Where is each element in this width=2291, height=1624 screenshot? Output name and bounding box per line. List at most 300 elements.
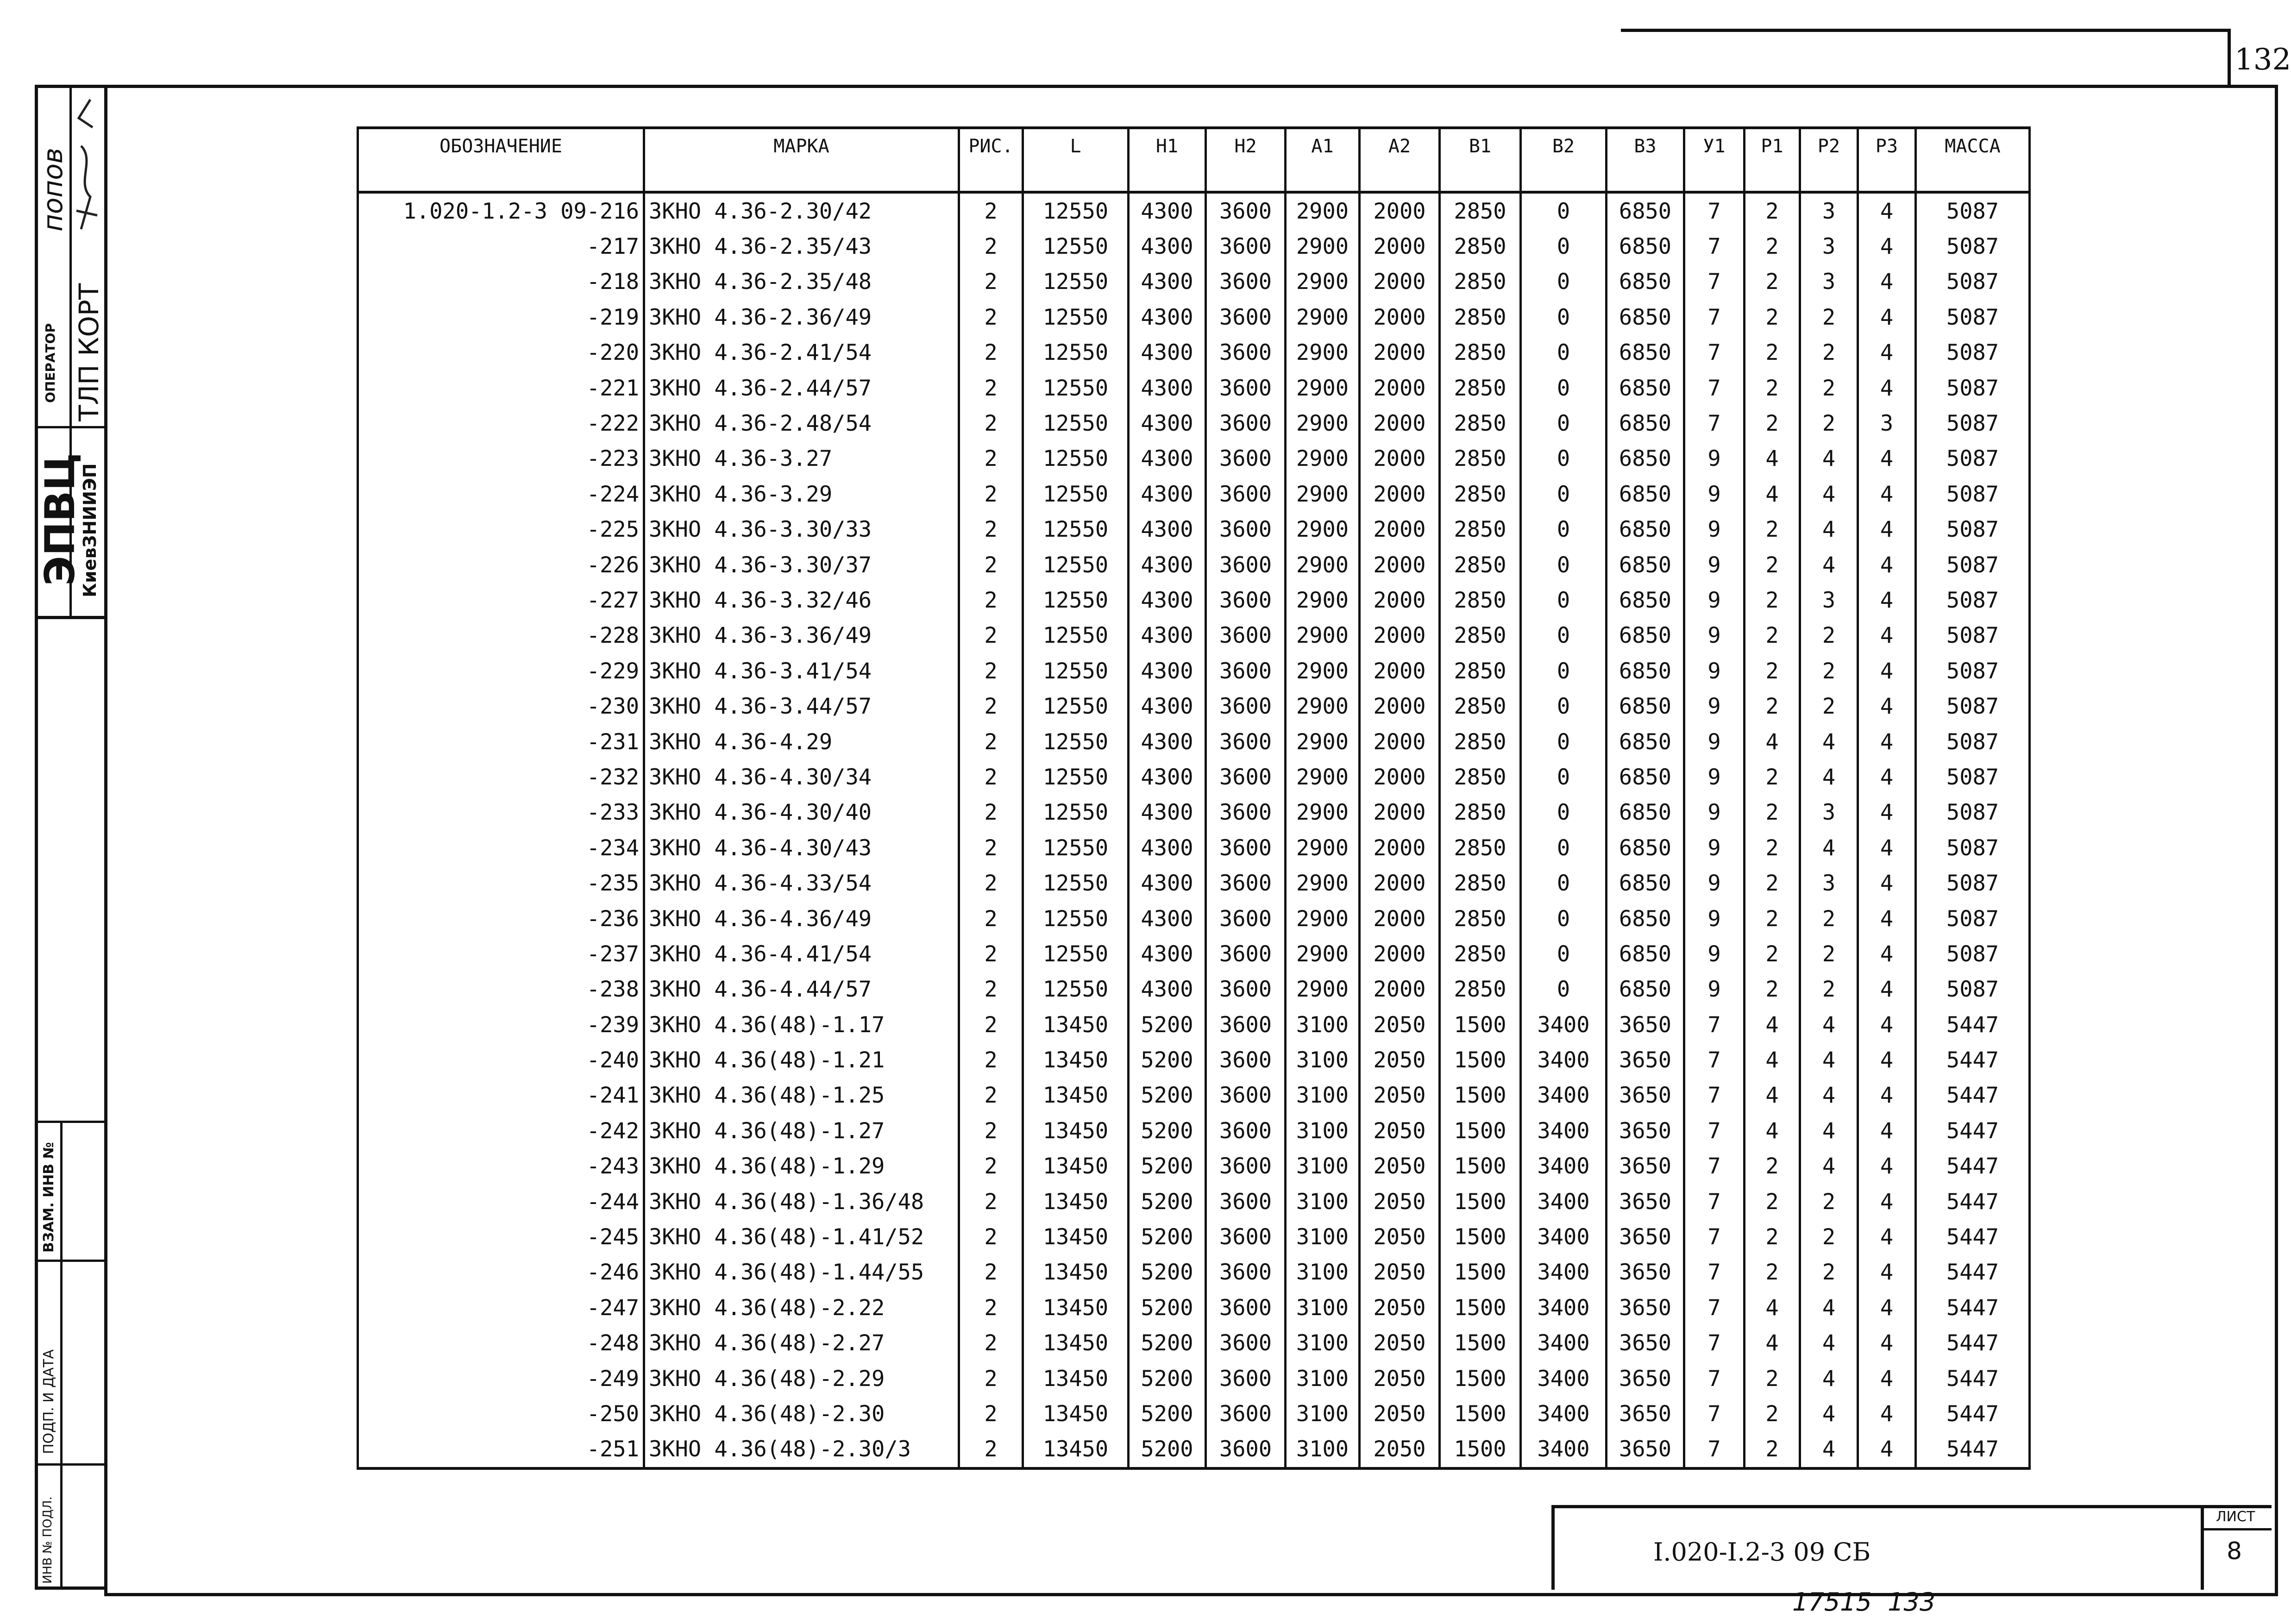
cell-l: 12550 — [1023, 192, 1129, 229]
cell-ris: 2 — [959, 370, 1023, 406]
cell-marka: ЗКНО 4.36(48)-2.30 — [644, 1396, 959, 1431]
cell-p1: 2 — [1745, 689, 1800, 724]
cell-p1: 2 — [1745, 547, 1800, 583]
cell-p3: 4 — [1858, 795, 1916, 830]
cell-b3: 3650 — [1607, 1078, 1684, 1113]
cell-marka: ЗКНО 4.36(48)-2.27 — [644, 1326, 959, 1361]
cell-h2: 3600 — [1206, 583, 1286, 618]
cell-a2: 2050 — [1360, 1326, 1440, 1361]
cell-massa: 5447 — [1916, 1184, 2030, 1219]
cell-l: 12550 — [1023, 830, 1129, 865]
header-p1: P1 — [1745, 128, 1800, 192]
cell-p3: 4 — [1858, 759, 1916, 795]
cell-marka: ЗКНО 4.36-2.30/42 — [644, 192, 959, 229]
table-row — [358, 192, 2030, 229]
cell-p1: 2 — [1745, 830, 1800, 865]
stamp-hline-2 — [35, 616, 104, 619]
cell-u1: 9 — [1684, 512, 1745, 547]
cell-p2: 4 — [1800, 512, 1858, 547]
cell-h1: 4300 — [1129, 936, 1206, 972]
cell-p2: 4 — [1800, 724, 1858, 759]
cell-p2: 2 — [1800, 972, 1858, 1007]
cell-u1: 7 — [1684, 1219, 1745, 1254]
cell-ris: 2 — [959, 1113, 1023, 1148]
cell-p1: 2 — [1745, 759, 1800, 795]
cell-oboznachenie: -233 — [358, 795, 644, 830]
cell-p2: 4 — [1800, 759, 1858, 795]
cell-a2: 2000 — [1360, 547, 1440, 583]
cell-p1: 2 — [1745, 1255, 1800, 1290]
cell-u1: 9 — [1684, 865, 1745, 901]
cell-marka: ЗКНО 4.36-3.44/57 — [644, 689, 959, 724]
cell-oboznachenie: -246 — [358, 1255, 644, 1290]
cell-massa: 5087 — [1916, 724, 2030, 759]
cell-marka: ЗКНО 4.36-4.30/43 — [644, 830, 959, 865]
cell-a2: 2000 — [1360, 264, 1440, 300]
cell-b2: 3400 — [1521, 1078, 1607, 1113]
cell-p3: 4 — [1858, 441, 1916, 477]
cell-massa: 5087 — [1916, 583, 2030, 618]
cell-p2: 2 — [1800, 300, 1858, 335]
cell-ris: 2 — [959, 936, 1023, 972]
cell-oboznachenie: -248 — [358, 1326, 644, 1361]
cell-b1: 2850 — [1440, 972, 1521, 1007]
cell-a2: 2050 — [1360, 1432, 1440, 1468]
cell-massa: 5087 — [1916, 936, 2030, 972]
cell-oboznachenie: 1.020-1.2-3 09-216 — [358, 192, 644, 229]
cell-marka: ЗКНО 4.36(48)-1.36/48 — [644, 1184, 959, 1219]
cell-a2: 2000 — [1360, 370, 1440, 406]
cell-a2: 2050 — [1360, 1149, 1440, 1184]
cell-p2: 4 — [1800, 477, 1858, 512]
cell-a2: 2000 — [1360, 865, 1440, 901]
cell-a2: 2000 — [1360, 229, 1440, 264]
operator-name: попов — [37, 148, 69, 232]
table-row — [358, 1255, 2030, 1290]
cell-b2: 0 — [1521, 512, 1607, 547]
cell-l: 12550 — [1023, 865, 1129, 901]
cell-marka: ЗКНО 4.36(48)-1.27 — [644, 1113, 959, 1148]
cell-oboznachenie: -225 — [358, 512, 644, 547]
table-row — [358, 972, 2030, 1007]
cell-u1: 9 — [1684, 972, 1745, 1007]
cell-a1: 3100 — [1286, 1361, 1360, 1396]
cell-u1: 9 — [1684, 653, 1745, 689]
cell-b3: 6850 — [1607, 547, 1684, 583]
cell-massa: 5087 — [1916, 689, 2030, 724]
cell-p2: 3 — [1800, 865, 1858, 901]
cell-p3: 4 — [1858, 689, 1916, 724]
cell-p3: 4 — [1858, 1184, 1916, 1219]
table-row — [358, 724, 2030, 759]
cell-h2: 3600 — [1206, 300, 1286, 335]
cell-ris: 2 — [959, 618, 1023, 653]
cell-p3: 4 — [1858, 1396, 1916, 1431]
cell-l: 13450 — [1023, 1255, 1129, 1290]
cell-p1: 4 — [1745, 1113, 1800, 1148]
cell-p2: 2 — [1800, 406, 1858, 441]
cell-p2: 4 — [1800, 441, 1858, 477]
cell-b1: 2850 — [1440, 477, 1521, 512]
table-row — [358, 1149, 2030, 1184]
cell-ris: 2 — [959, 1149, 1023, 1184]
cell-p1: 2 — [1745, 300, 1800, 335]
cell-l: 12550 — [1023, 724, 1129, 759]
cell-p3: 4 — [1858, 724, 1916, 759]
cell-oboznachenie: -247 — [358, 1290, 644, 1325]
cell-h2: 3600 — [1206, 618, 1286, 653]
header-l: L — [1023, 128, 1129, 192]
cell-b3: 3650 — [1607, 1113, 1684, 1148]
cell-h1: 5200 — [1129, 1149, 1206, 1184]
cell-a1: 3100 — [1286, 1396, 1360, 1431]
cell-oboznachenie: -224 — [358, 477, 644, 512]
cell-h2: 3600 — [1206, 1042, 1286, 1078]
cell-p2: 4 — [1800, 1361, 1858, 1396]
cell-marka: ЗКНО 4.36-3.30/33 — [644, 512, 959, 547]
cell-a2: 2000 — [1360, 335, 1440, 370]
cell-a2: 2000 — [1360, 972, 1440, 1007]
cell-h1: 4300 — [1129, 512, 1206, 547]
cell-a1: 2900 — [1286, 865, 1360, 901]
cell-ris: 2 — [959, 229, 1023, 264]
cell-b3: 6850 — [1607, 618, 1684, 653]
cell-h1: 4300 — [1129, 830, 1206, 865]
cell-b3: 3650 — [1607, 1184, 1684, 1219]
cell-b3: 6850 — [1607, 724, 1684, 759]
cell-marka: ЗКНО 4.36-2.35/48 — [644, 264, 959, 300]
cell-oboznachenie: -244 — [358, 1184, 644, 1219]
table-row — [358, 1113, 2030, 1148]
header-a2: A2 — [1360, 128, 1440, 192]
cell-massa: 5087 — [1916, 335, 2030, 370]
cell-ris: 2 — [959, 724, 1023, 759]
cell-u1: 7 — [1684, 1361, 1745, 1396]
cell-marka: ЗКНО 4.36(48)-2.22 — [644, 1290, 959, 1325]
cell-l: 12550 — [1023, 618, 1129, 653]
cell-oboznachenie: -243 — [358, 1149, 644, 1184]
table-row — [358, 406, 2030, 441]
cell-a2: 2000 — [1360, 583, 1440, 618]
cell-a1: 3100 — [1286, 1007, 1360, 1042]
cell-b2: 0 — [1521, 583, 1607, 618]
cell-h1: 5200 — [1129, 1396, 1206, 1431]
cell-u1: 7 — [1684, 1290, 1745, 1325]
cell-h2: 3600 — [1206, 477, 1286, 512]
cell-marka: ЗКНО 4.36-4.33/54 — [644, 865, 959, 901]
specification-table — [357, 126, 2031, 1470]
cell-massa: 5447 — [1916, 1042, 2030, 1078]
cell-h2: 3600 — [1206, 972, 1286, 1007]
table-row — [358, 689, 2030, 724]
cell-oboznachenie: -217 — [358, 229, 644, 264]
cell-h1: 5200 — [1129, 1326, 1206, 1361]
stamp-hline-1 — [35, 426, 104, 428]
cell-u1: 7 — [1684, 1149, 1745, 1184]
cell-l: 13450 — [1023, 1149, 1129, 1184]
cell-a1: 2900 — [1286, 547, 1360, 583]
cell-p1: 2 — [1745, 406, 1800, 441]
cell-b2: 3400 — [1521, 1432, 1607, 1468]
cell-marka: ЗКНО 4.36-3.29 — [644, 477, 959, 512]
cell-h1: 4300 — [1129, 653, 1206, 689]
cell-p2: 4 — [1800, 1007, 1858, 1042]
cell-massa: 5087 — [1916, 477, 2030, 512]
cell-p3: 4 — [1858, 830, 1916, 865]
cell-a1: 3100 — [1286, 1149, 1360, 1184]
cell-marka: ЗКНО 4.36(48)-2.29 — [644, 1361, 959, 1396]
cell-ris: 2 — [959, 192, 1023, 229]
cell-h2: 3600 — [1206, 1184, 1286, 1219]
cell-oboznachenie: -231 — [358, 724, 644, 759]
cell-u1: 9 — [1684, 547, 1745, 583]
cell-p3: 4 — [1858, 1078, 1916, 1113]
cell-a2: 2000 — [1360, 936, 1440, 972]
cell-marka: ЗКНО 4.36-2.35/43 — [644, 229, 959, 264]
cell-p1: 2 — [1745, 512, 1800, 547]
cell-p2: 4 — [1800, 1432, 1858, 1468]
cell-h2: 3600 — [1206, 1113, 1286, 1148]
cell-h1: 4300 — [1129, 477, 1206, 512]
cell-massa: 5087 — [1916, 865, 2030, 901]
cell-h2: 3600 — [1206, 1396, 1286, 1431]
cell-l: 12550 — [1023, 335, 1129, 370]
cell-h2: 3600 — [1206, 724, 1286, 759]
cell-l: 13450 — [1023, 1184, 1129, 1219]
vzam-label: ВЗАМ. ИНВ № — [41, 1142, 57, 1253]
sheet-label: ЛИСТ — [2216, 1509, 2255, 1525]
cell-b1: 2850 — [1440, 795, 1521, 830]
cell-a2: 2000 — [1360, 689, 1440, 724]
cell-h2: 3600 — [1206, 512, 1286, 547]
cell-b2: 0 — [1521, 477, 1607, 512]
cell-ris: 2 — [959, 1042, 1023, 1078]
cell-u1: 7 — [1684, 1007, 1745, 1042]
cell-p3: 4 — [1858, 1149, 1916, 1184]
operator-label: ОПЕРАТОР — [43, 323, 58, 403]
cell-h1: 5200 — [1129, 1113, 1206, 1148]
cell-a2: 2050 — [1360, 1255, 1440, 1290]
cell-oboznachenie: -226 — [358, 547, 644, 583]
cell-b3: 6850 — [1607, 192, 1684, 229]
cell-b3: 6850 — [1607, 865, 1684, 901]
cell-b3: 6850 — [1607, 689, 1684, 724]
cell-p3: 4 — [1858, 618, 1916, 653]
cell-a2: 2000 — [1360, 724, 1440, 759]
cell-b1: 2850 — [1440, 406, 1521, 441]
cell-h1: 4300 — [1129, 583, 1206, 618]
cell-p1: 4 — [1745, 1007, 1800, 1042]
cell-h1: 4300 — [1129, 300, 1206, 335]
cell-p1: 2 — [1745, 901, 1800, 936]
cell-p3: 4 — [1858, 335, 1916, 370]
cell-u1: 7 — [1684, 1042, 1745, 1078]
org-sub: КиевЗНИИЭП — [80, 463, 100, 597]
table-row — [358, 618, 2030, 653]
cell-h2: 3600 — [1206, 1361, 1286, 1396]
cell-a1: 2900 — [1286, 901, 1360, 936]
cell-marka: ЗКНО 4.36-2.41/54 — [644, 335, 959, 370]
cell-l: 12550 — [1023, 936, 1129, 972]
cell-ris: 2 — [959, 1290, 1023, 1325]
cell-l: 12550 — [1023, 477, 1129, 512]
table-header-row — [358, 128, 2030, 192]
cell-h1: 5200 — [1129, 1432, 1206, 1468]
cell-marka: ЗКНО 4.36-3.32/46 — [644, 583, 959, 618]
cell-b3: 3650 — [1607, 1255, 1684, 1290]
cell-h1: 5200 — [1129, 1290, 1206, 1325]
cell-p3: 4 — [1858, 192, 1916, 229]
cell-a1: 3100 — [1286, 1255, 1360, 1290]
cell-b1: 2850 — [1440, 759, 1521, 795]
cell-p2: 4 — [1800, 1113, 1858, 1148]
cell-l: 12550 — [1023, 901, 1129, 936]
cell-oboznachenie: -235 — [358, 865, 644, 901]
cell-b1: 1500 — [1440, 1042, 1521, 1078]
cell-b3: 6850 — [1607, 370, 1684, 406]
cell-p3: 4 — [1858, 901, 1916, 936]
cell-h1: 4300 — [1129, 335, 1206, 370]
cell-massa: 5447 — [1916, 1255, 2030, 1290]
cell-b2: 3400 — [1521, 1219, 1607, 1254]
cell-u1: 9 — [1684, 689, 1745, 724]
cell-b2: 0 — [1521, 618, 1607, 653]
cell-a1: 3100 — [1286, 1432, 1360, 1468]
cell-marka: ЗКНО 4.36-3.36/49 — [644, 618, 959, 653]
cell-h2: 3600 — [1206, 441, 1286, 477]
header-h1: H1 — [1129, 128, 1206, 192]
cell-u1: 9 — [1684, 618, 1745, 653]
cell-a1: 2900 — [1286, 759, 1360, 795]
cell-h2: 3600 — [1206, 335, 1286, 370]
table-row — [358, 264, 2030, 300]
cell-p3: 4 — [1858, 1290, 1916, 1325]
cell-p1: 2 — [1745, 370, 1800, 406]
cell-ris: 2 — [959, 901, 1023, 936]
cell-p3: 4 — [1858, 972, 1916, 1007]
cell-b1: 2850 — [1440, 865, 1521, 901]
podp-label: ПОДП. И ДАТА — [41, 1349, 57, 1454]
cell-b2: 3400 — [1521, 1326, 1607, 1361]
cell-massa: 5447 — [1916, 1396, 2030, 1431]
cell-massa: 5447 — [1916, 1078, 2030, 1113]
cell-u1: 7 — [1684, 192, 1745, 229]
cell-b1: 2850 — [1440, 335, 1521, 370]
cell-p1: 2 — [1745, 1396, 1800, 1431]
cell-oboznachenie: -240 — [358, 1042, 644, 1078]
podp-cell-rule — [35, 1260, 104, 1262]
cell-b1: 1500 — [1440, 1255, 1521, 1290]
cell-a1: 2900 — [1286, 689, 1360, 724]
cell-u1: 7 — [1684, 264, 1745, 300]
cell-b2: 3400 — [1521, 1255, 1607, 1290]
cell-oboznachenie: -230 — [358, 689, 644, 724]
cell-massa: 5447 — [1916, 1326, 2030, 1361]
cell-h2: 3600 — [1206, 901, 1286, 936]
table-row — [358, 1184, 2030, 1219]
cell-a2: 2050 — [1360, 1219, 1440, 1254]
cell-a1: 3100 — [1286, 1219, 1360, 1254]
page-number-top: 132 — [2235, 43, 2291, 77]
cell-b1: 1500 — [1440, 1113, 1521, 1148]
cell-a2: 2050 — [1360, 1396, 1440, 1431]
cell-a2: 2000 — [1360, 759, 1440, 795]
cell-massa: 5087 — [1916, 370, 2030, 406]
cell-p1: 4 — [1745, 441, 1800, 477]
cell-u1: 9 — [1684, 759, 1745, 795]
cell-b3: 6850 — [1607, 229, 1684, 264]
cell-p2: 4 — [1800, 1149, 1858, 1184]
cell-oboznachenie: -229 — [358, 653, 644, 689]
cell-p1: 2 — [1745, 1219, 1800, 1254]
cell-oboznachenie: -221 — [358, 370, 644, 406]
cell-l: 12550 — [1023, 512, 1129, 547]
cell-h2: 3600 — [1206, 830, 1286, 865]
cell-b1: 2850 — [1440, 547, 1521, 583]
sheet-cell-divider — [2201, 1505, 2204, 1590]
cell-p1: 4 — [1745, 1290, 1800, 1325]
cell-l: 12550 — [1023, 300, 1129, 335]
cell-b2: 0 — [1521, 795, 1607, 830]
cell-h2: 3600 — [1206, 1255, 1286, 1290]
operator-signature-icon — [72, 90, 102, 248]
cell-b1: 2850 — [1440, 370, 1521, 406]
cell-massa: 5087 — [1916, 441, 2030, 477]
cell-h1: 4300 — [1129, 759, 1206, 795]
cell-a1: 2900 — [1286, 512, 1360, 547]
cell-p3: 4 — [1858, 1113, 1916, 1148]
cell-ris: 2 — [959, 441, 1023, 477]
cell-a1: 2900 — [1286, 192, 1360, 229]
cell-oboznachenie: -236 — [358, 901, 644, 936]
cell-p2: 3 — [1800, 795, 1858, 830]
cell-massa: 5087 — [1916, 192, 2030, 229]
cell-l: 13450 — [1023, 1078, 1129, 1113]
cell-p3: 4 — [1858, 1042, 1916, 1078]
cell-b1: 2850 — [1440, 264, 1521, 300]
cell-b2: 0 — [1521, 406, 1607, 441]
cell-marka: ЗКНО 4.36-2.44/57 — [644, 370, 959, 406]
cell-b3: 6850 — [1607, 512, 1684, 547]
cell-p2: 2 — [1800, 689, 1858, 724]
cell-p1: 2 — [1745, 264, 1800, 300]
cell-oboznachenie: -220 — [358, 335, 644, 370]
cell-h2: 3600 — [1206, 653, 1286, 689]
cell-massa: 5447 — [1916, 1219, 2030, 1254]
cell-u1: 9 — [1684, 795, 1745, 830]
header-b2: B2 — [1521, 128, 1607, 192]
cell-p3: 4 — [1858, 477, 1916, 512]
header-oboznachenie: ОБОЗНАЧЕНИЕ — [358, 128, 644, 192]
cell-p3: 4 — [1858, 1326, 1916, 1361]
cell-b1: 2850 — [1440, 724, 1521, 759]
cell-marka: ЗКНО 4.36-4.44/57 — [644, 972, 959, 1007]
cell-b1: 2850 — [1440, 583, 1521, 618]
cell-p1: 2 — [1745, 1432, 1800, 1468]
cell-a1: 2900 — [1286, 618, 1360, 653]
cell-a1: 3100 — [1286, 1113, 1360, 1148]
cell-h2: 3600 — [1206, 370, 1286, 406]
cell-h1: 4300 — [1129, 547, 1206, 583]
cell-p2: 4 — [1800, 547, 1858, 583]
cell-b3: 6850 — [1607, 901, 1684, 936]
cell-massa: 5447 — [1916, 1007, 2030, 1042]
cell-b2: 0 — [1521, 653, 1607, 689]
cell-a1: 3100 — [1286, 1290, 1360, 1325]
cell-marka: ЗКНО 4.36(48)-1.29 — [644, 1149, 959, 1184]
cell-p1: 4 — [1745, 1042, 1800, 1078]
cell-b2: 0 — [1521, 370, 1607, 406]
